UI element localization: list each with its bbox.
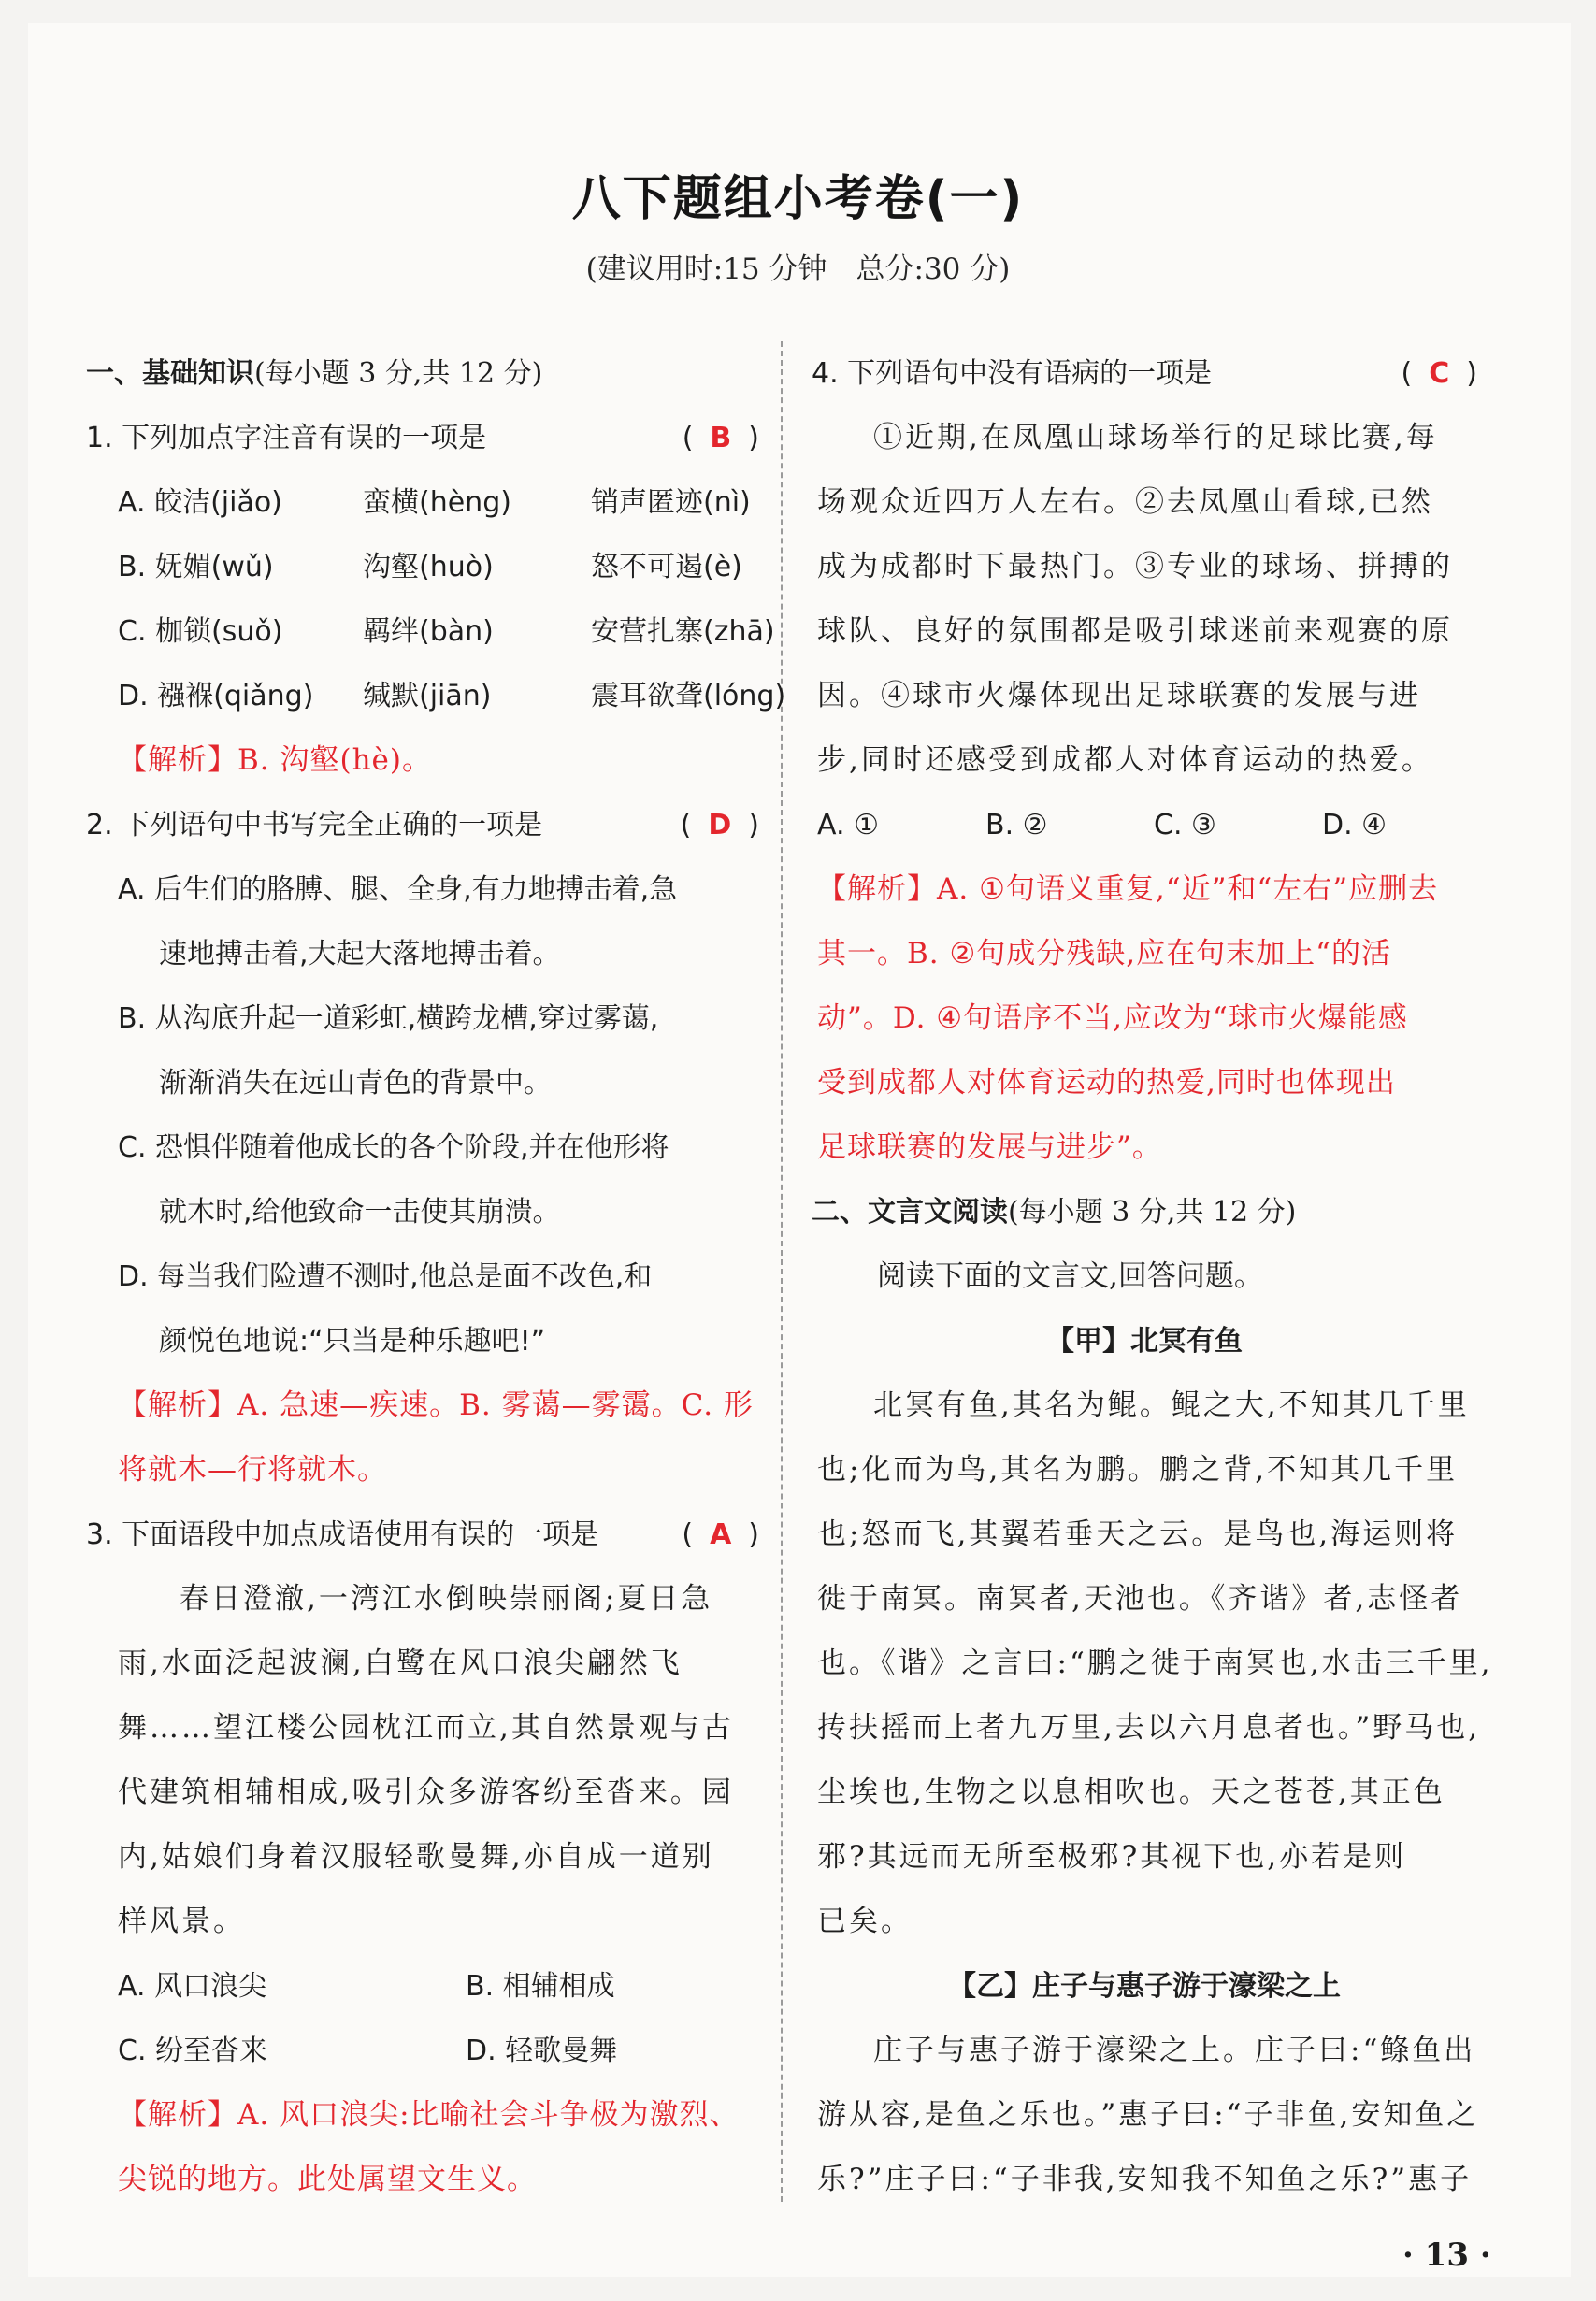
passage-jia-line: 也。《谐》之言曰:“鹏之徙于南冥也,水击三千里,	[817, 1647, 1493, 1680]
q3-passage-line: 代建筑相辅相成,吸引众多游客纷至沓来。园	[118, 1776, 734, 1809]
passage-jia-line: 邪?其远而无所至极邪?其视下也,亦若是则	[817, 1840, 1407, 1874]
answer-bracket-4: ( C )	[1401, 357, 1477, 390]
q4-explanation-cont: 足球联赛的发展与进步”。	[817, 1130, 1162, 1164]
section-heading-2: 二、文言文阅读(每小题 3 分,共 12 分)	[812, 1196, 1297, 1229]
passage-jia-title: 【甲】北冥有鱼	[1046, 1325, 1243, 1358]
q2-explanation-cont: 将就木—行将就木。	[118, 1453, 387, 1487]
right-column	[812, 341, 1493, 2212]
passage-jia-line: 北冥有鱼,其名为鲲。鲲之大,不知其几千里	[873, 1388, 1470, 1422]
page-subtitle: (建议用时:15 分钟 总分:30 分)	[585, 252, 1011, 286]
q4-sentence-line: 步,同时还感受到成都人对体育运动的热爱。	[817, 743, 1433, 777]
reading-instruction: 阅读下面的文言文,回答问题。	[877, 1259, 1263, 1293]
passage-yi-line: 游从容,是鱼之乐也。”惠子曰:“子非鱼,安知鱼之	[817, 2098, 1479, 2132]
answer-bracket-1: ( B )	[682, 422, 759, 454]
question-4: 4. 下列语句中没有语病的一项是 ( C )	[812, 341, 1477, 406]
q2-option-d-cont: 颜悦色地说:“只当是种乐趣吧!”	[159, 1325, 546, 1358]
page-number: · 13 ·	[1402, 2236, 1491, 2274]
q1-explanation: 【解析】B. 沟壑(hè)。	[118, 743, 432, 777]
q1-option-b: B. 妩媚(wǔ) 沟壑(huò) 怒不可遏(è)	[118, 551, 742, 583]
q4-options: A. ① B. ② C. ③ D. ④	[817, 809, 1388, 841]
q3-explanation-cont: 尖锐的地方。此处属望文生义。	[118, 2163, 537, 2196]
q2-option-c: C. 恐惧伴随着他成长的各个阶段,并在他形将	[118, 1131, 669, 1164]
passage-jia-line: 抟扶摇而上者九万里,去以六月息者也。”野马也,	[817, 1711, 1481, 1745]
question-2: 2. 下列语句中书写完全正确的一项是 ( D )	[86, 793, 759, 857]
q4-sentence-line: 成为成都时下最热门。③专业的球场、拼搏的	[817, 550, 1453, 583]
passage-jia-line: 已矣。	[817, 1905, 913, 1938]
q4-sentence-line: 场观众近四万人左右。②去凤凰山看球,已然	[817, 485, 1433, 519]
q4-sentence-line: ①近期,在凤凰山球场举行的足球比赛,每	[873, 421, 1438, 454]
page-title: 八下题组小考卷(一)	[571, 171, 1025, 227]
q2-option-d: D. 每当我们险遭不测时,他总是面不改色,和	[118, 1260, 653, 1293]
q2-option-a-cont: 速地搏击着,大起大落地搏击着。	[159, 938, 561, 971]
q3-options-row-2: C. 纷至沓来 D. 轻歌曼舞	[118, 2035, 618, 2067]
q4-explanation-cont: 动”。D. ④句语序不当,应改为“球市火爆能感	[817, 1001, 1408, 1035]
passage-yi-line: 庄子与惠子游于濠梁之上。庄子曰:“鲦鱼出	[873, 2034, 1476, 2067]
passage-jia-line: 也;怒而飞,其翼若垂天之云。是鸟也,海运则将	[817, 1517, 1459, 1551]
q3-passage-line: 样风景。	[118, 1905, 245, 1938]
q2-option-c-cont: 就木时,给他致命一击使其崩溃。	[159, 1196, 561, 1229]
q2-option-b-cont: 渐渐消失在远山青色的背景中。	[159, 1067, 552, 1100]
q4-explanation-cont: 其一。B. ②句成分残缺,应在句末加上“的活	[817, 937, 1391, 971]
q2-option-b: B. 从沟底升起一道彩虹,横跨龙槽,穿过雾蔼,	[118, 1002, 659, 1035]
q3-passage-line: 舞……望江楼公园枕江而立,其自然景观与古	[118, 1711, 734, 1745]
left-column	[86, 341, 786, 2212]
q3-passage-line: 春日澄澈,一湾江水倒映崇丽阁;夏日急	[180, 1582, 713, 1616]
section-heading-1: 一、基础知识(每小题 3 分,共 12 分)	[86, 357, 543, 390]
passage-yi-line: 乐?”庄子曰:“子非我,安知我不知鱼之乐?”惠子	[817, 2163, 1473, 2196]
column-divider	[781, 341, 783, 2202]
q4-sentence-line: 因。④球市火爆体现出足球联赛的发展与进	[817, 679, 1421, 712]
q1-option-a: A. 皎洁(jiǎo) 蛮横(hèng) 销声匿迹(nì)	[118, 486, 751, 519]
passage-jia-line: 徙于南冥。南冥者,天池也。《齐谐》者,志怪者	[817, 1582, 1463, 1616]
answer-bracket-3: ( A )	[682, 1518, 759, 1551]
q3-passage-line: 雨,水面泛起波澜,白鹭在风口浪尖翩然飞	[118, 1647, 683, 1680]
q3-passage-line: 内,姑娘们身着汉服轻歌曼舞,亦自成一道别	[118, 1840, 714, 1874]
q3-options-row-1: A. 风口浪尖 B. 相辅相成	[118, 1970, 615, 2003]
answer-bracket-2: ( D )	[680, 809, 759, 841]
q3-explanation: 【解析】A. 风口浪尖:比喻社会斗争极为激烈、	[118, 2098, 740, 2132]
q2-explanation: 【解析】A. 急速—疾速。B. 雾蔼—雾霭。C. 形	[118, 1388, 754, 1422]
q4-explanation-cont: 受到成都人对体育运动的热爱,同时也体现出	[817, 1066, 1396, 1100]
q1-option-d: D. 襁褓(qiǎng) 缄默(jiān) 震耳欲聋(lóng)	[118, 680, 786, 712]
passage-jia-line: 也;化而为鸟,其名为鹏。鹏之背,不知其几千里	[817, 1453, 1459, 1487]
passage-yi-title: 【乙】庄子与惠子游于濠梁之上	[948, 1970, 1341, 2003]
q2-option-a: A. 后生们的胳膊、腿、全身,有力地搏击着,急	[118, 873, 678, 906]
passage-jia-line: 尘埃也,生物之以息相吹也。天之苍苍,其正色	[817, 1776, 1445, 1809]
q1-option-c: C. 枷锁(suǒ) 羁绊(bàn) 安营扎寨(zhā)	[118, 615, 775, 648]
q4-sentence-line: 球队、良好的氛围都是吸引球迷前来观赛的原	[817, 614, 1453, 648]
q4-explanation: 【解析】A. ①句语义重复,“近”和“左右”应删去	[817, 872, 1439, 906]
question-1: 1. 下列加点字注音有误的一项是 ( B )	[86, 406, 759, 470]
question-3: 3. 下面语段中加点成语使用有误的一项是 ( A )	[86, 1503, 759, 1567]
